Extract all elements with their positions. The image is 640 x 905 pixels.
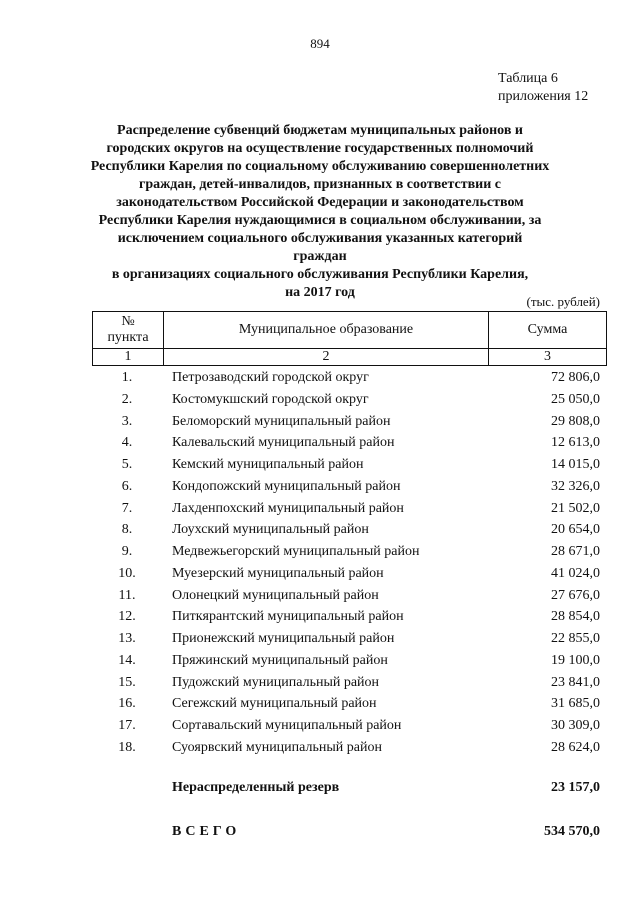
header-municipality: Муниципальное образование [164,312,489,349]
row-number: 18. [118,739,136,755]
row-sum: 14 015,0 [551,457,600,472]
row-sum: 22 855,0 [551,631,600,646]
row-sum: 31 685,0 [551,696,600,712]
table-row [0,520,640,542]
title-line: городских округов на осуществление государственных полномочий [106,141,534,156]
row-sum: 32 326,0 [551,478,600,494]
table-row [0,499,640,521]
units-label: (тыс. рублей) [526,294,600,309]
table-row [0,390,640,412]
page-number: 894 [310,36,330,51]
table-row [0,738,640,760]
row-municipality: Муезерский муниципальный район [172,565,384,581]
row-sum: 28 854,0 [551,609,600,625]
row-municipality: Олонецкий муниципальный район [172,587,379,603]
row-sum: 72 806,0 [551,370,600,385]
row-sum: 23 841,0 [551,674,600,690]
column-number-3: 3 [489,349,607,366]
row-number: 1. [121,370,133,385]
table-row [0,651,640,673]
row-number: 6. [121,478,133,494]
row-municipality: Питкярантский муниципальный район [172,609,404,625]
header-sum: Сумма [489,312,607,349]
table-row [0,542,640,564]
row-municipality: Пряжинский муниципальный район [172,652,388,668]
table-row [0,455,640,477]
row-municipality: Кондопожский муниципальный район [172,478,401,494]
table-row [0,694,640,716]
table-ref-line2: приложения 12 [498,89,589,104]
row-municipality: Прионежский муниципальный район [172,631,395,646]
row-municipality: Суоярвский муниципальный район [172,739,382,755]
row-municipality: Кемский муниципальный район [172,457,364,472]
row-municipality: Лахденпохский муниципальный район [172,500,404,516]
row-sum: 41 024,0 [551,565,600,581]
row-number: 15. [118,674,136,690]
title-line: Республики Карелия нуждающимися в социальном обслуживании, за [98,213,542,228]
table-row [0,368,640,390]
row-number: 4. [121,435,133,451]
title-line: Распределение субвенций бюджетам муниципальных районов и [117,123,523,138]
total-sum: 534 570,0 [544,824,600,839]
table-reference [498,70,588,106]
table-row [0,607,640,629]
row-number: 16. [118,696,136,712]
row-municipality: Пудожский муниципальный район [172,674,380,690]
header-number-line1: № [121,314,135,329]
table-row [0,629,640,651]
row-number: 2. [121,391,133,407]
column-number-1: 1 [93,349,164,366]
row-sum: 30 309,0 [551,718,600,733]
table-row [0,412,640,434]
table-row [0,564,640,586]
header-number [93,312,164,349]
row-number: 7. [121,500,133,516]
column-number-2: 2 [164,349,489,366]
row-municipality: Беломорский муниципальный район [172,413,391,429]
row-number: 17. [118,718,136,733]
row-number: 13. [118,631,136,646]
row-municipality: Медвежьегорский муниципальный район [172,544,420,559]
row-sum: 29 808,0 [551,413,600,429]
title-line: законодательством Российской Федерации и законодательством [116,195,524,210]
table-header [92,311,607,366]
row-number: 11. [118,587,136,603]
table-row [0,477,640,499]
row-sum: 28 624,0 [551,739,600,755]
row-municipality: Петрозаводский городской округ [172,370,369,385]
document-title [90,122,550,302]
row-number: 9. [121,544,133,559]
row-sum: 20 654,0 [551,522,600,538]
row-number: 12. [118,609,136,625]
row-sum: 21 502,0 [551,500,600,516]
title-line: исключением социального обслуживания указанных категорий граждан [117,231,523,264]
row-number: 10. [118,565,136,581]
row-sum: 28 671,0 [551,544,600,559]
table-row [0,673,640,695]
row-sum: 27 676,0 [551,587,600,603]
row-municipality: Сегежский муниципальный район [172,696,377,712]
row-municipality: Костомукшский городской округ [172,391,369,407]
row-number: 3. [121,413,133,429]
title-line: на 2017 год [285,285,355,300]
table-row [0,586,640,608]
row-municipality: Лоухский муниципальный район [172,522,369,538]
title-line: граждан, детей-инвалидов, признанных в соответствии с [138,177,502,192]
header-number-line2: пункта [107,330,149,345]
row-number: 8. [121,522,133,538]
total-label: ВСЕГО [172,824,241,839]
row-sum: 12 613,0 [551,435,600,451]
row-sum: 25 050,0 [551,391,600,407]
reserve-label: Нераспределенный резерв [172,780,340,795]
row-number: 5. [121,457,133,472]
table-ref-line1: Таблица 6 [498,71,558,86]
row-sum: 19 100,0 [551,652,600,668]
row-municipality: Калевальский муниципальный район [172,435,395,451]
table-row [0,433,640,455]
row-number: 14. [118,652,136,668]
row-municipality: Сортавальский муниципальный район [172,718,402,733]
title-line: в организациях социального обслуживания Республики Карелия, [111,267,529,282]
title-line: Республики Карелия по социальному обслуживанию совершеннолетних [90,159,550,174]
reserve-sum: 23 157,0 [551,780,600,795]
table-body [0,368,640,760]
table-row [0,716,640,738]
